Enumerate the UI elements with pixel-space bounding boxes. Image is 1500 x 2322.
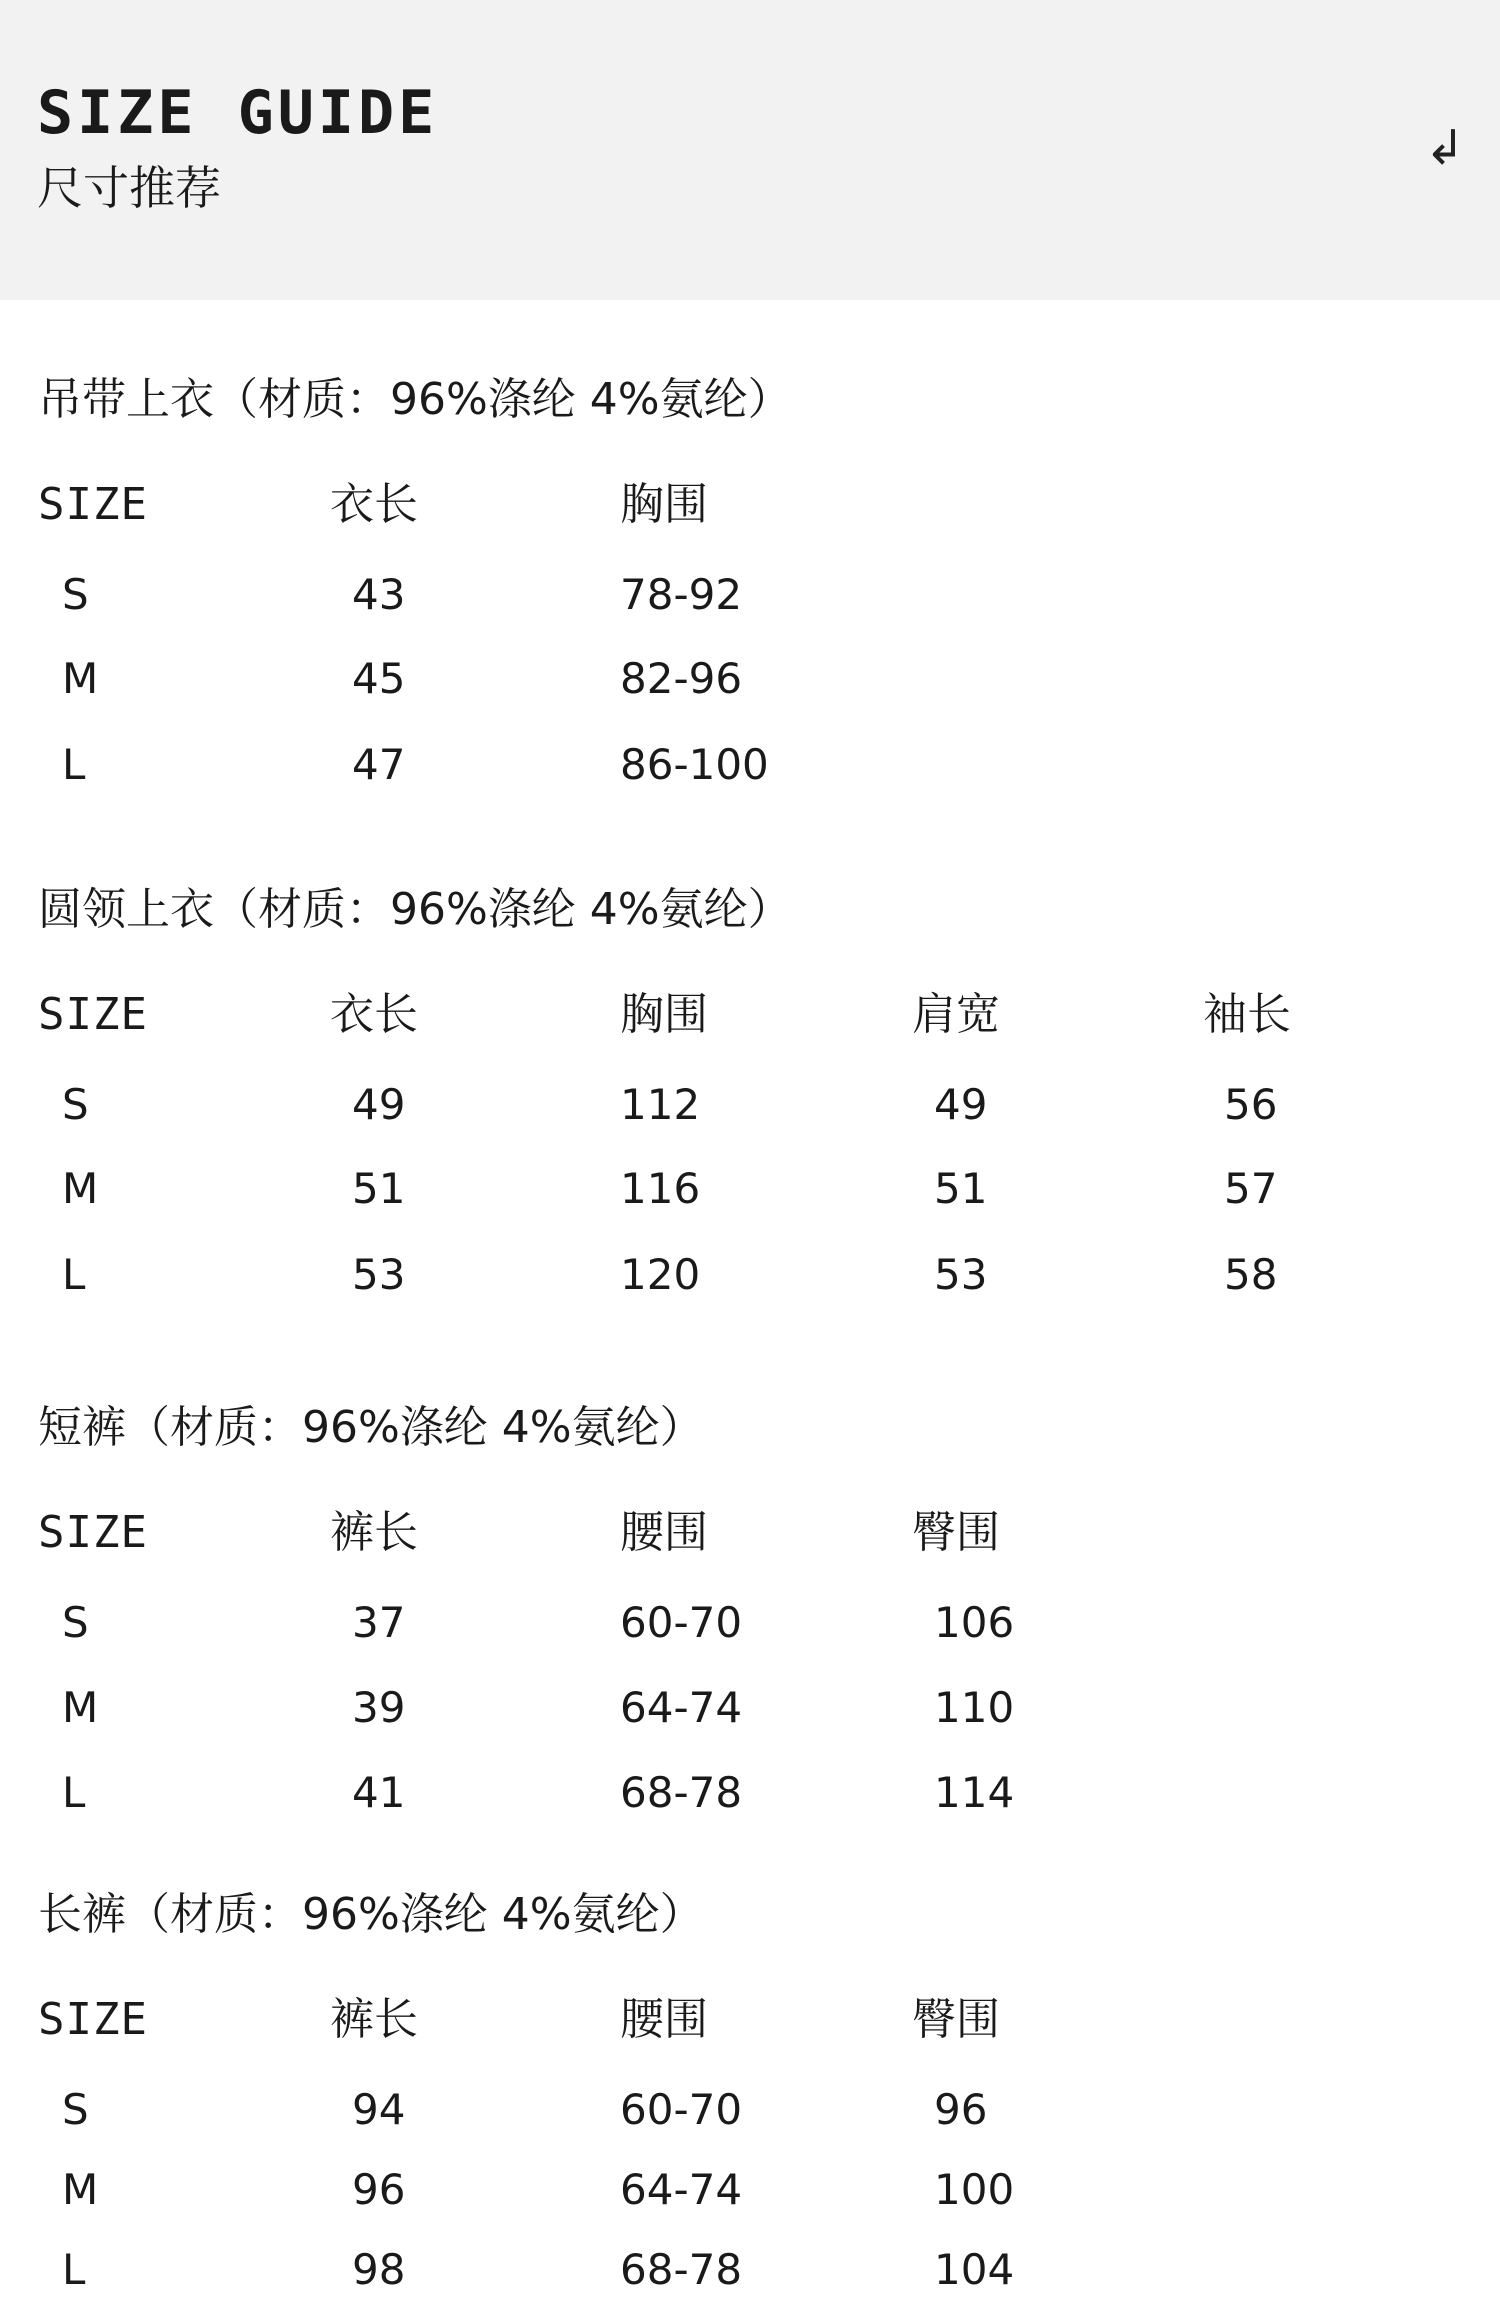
table-cell: 104 xyxy=(934,2245,1015,2294)
column-header: SIZE xyxy=(38,989,148,1040)
size-label: S xyxy=(62,2085,89,2134)
size-table-section xyxy=(0,1398,1500,1818)
section-title: 吊带上衣（材质：96%涤纶 4%氨纶） xyxy=(38,374,792,425)
size-label: L xyxy=(62,2245,86,2294)
size-label: M xyxy=(62,2165,99,2214)
table-cell: 94 xyxy=(352,2085,406,2134)
column-header: 胸围 xyxy=(620,479,708,530)
table-cell: 96 xyxy=(934,2085,988,2134)
size-label: L xyxy=(62,1250,86,1299)
return-arrow-icon[interactable]: ↲ xyxy=(1424,120,1466,176)
table-cell: 98 xyxy=(352,2245,406,2294)
table-cell: 41 xyxy=(352,1768,406,1817)
column-header: 袖长 xyxy=(1203,989,1291,1040)
section-title: 长裤（材质：96%涤纶 4%氨纶） xyxy=(38,1889,704,1940)
table-cell: 64-74 xyxy=(620,1683,743,1732)
column-header: 裤长 xyxy=(330,1507,418,1558)
table-cell: 96 xyxy=(352,2165,406,2214)
size-label: S xyxy=(62,1080,89,1129)
size-label: L xyxy=(62,740,86,789)
table-cell: 112 xyxy=(620,1080,701,1129)
column-header: 衣长 xyxy=(330,989,418,1040)
table-cell: 45 xyxy=(352,654,406,703)
table-cell: 114 xyxy=(934,1768,1015,1817)
header-banner xyxy=(0,0,1500,300)
table-cell: 37 xyxy=(352,1598,406,1647)
size-label: L xyxy=(62,1768,86,1817)
column-header: 肩宽 xyxy=(912,989,1000,1040)
size-label: S xyxy=(62,1598,89,1647)
table-cell: 116 xyxy=(620,1164,701,1213)
column-header: SIZE xyxy=(38,1994,148,2045)
column-header: 臀围 xyxy=(912,1994,1000,2045)
column-header: 腰围 xyxy=(620,1507,708,1558)
table-cell: 43 xyxy=(352,570,406,619)
size-label: M xyxy=(62,1683,99,1732)
table-cell: 49 xyxy=(352,1080,406,1129)
table-cell: 53 xyxy=(934,1250,988,1299)
column-header: 胸围 xyxy=(620,989,708,1040)
table-cell: 58 xyxy=(1224,1250,1278,1299)
table-cell: 82-96 xyxy=(620,654,743,703)
table-cell: 39 xyxy=(352,1683,406,1732)
table-cell: 110 xyxy=(934,1683,1015,1732)
size-table-section xyxy=(0,880,1500,1300)
column-header: 腰围 xyxy=(620,1994,708,2045)
table-cell: 68-78 xyxy=(620,1768,743,1817)
column-header: SIZE xyxy=(38,479,148,530)
table-cell: 57 xyxy=(1224,1164,1278,1213)
size-table-section xyxy=(0,1885,1500,2305)
column-header: 裤长 xyxy=(330,1994,418,2045)
table-cell: 86-100 xyxy=(620,740,769,789)
table-cell: 78-92 xyxy=(620,570,743,619)
table-cell: 68-78 xyxy=(620,2245,743,2294)
section-title: 短裤（材质：96%涤纶 4%氨纶） xyxy=(38,1402,704,1453)
table-cell: 53 xyxy=(352,1250,406,1299)
table-cell: 60-70 xyxy=(620,1598,743,1647)
table-cell: 60-70 xyxy=(620,2085,743,2134)
section-title: 圆领上衣（材质：96%涤纶 4%氨纶） xyxy=(38,884,792,935)
table-cell: 106 xyxy=(934,1598,1015,1647)
page-title: SIZE GUIDE xyxy=(37,78,439,148)
size-label: M xyxy=(62,654,99,703)
table-cell: 49 xyxy=(934,1080,988,1129)
table-cell: 100 xyxy=(934,2165,1015,2214)
table-cell: 51 xyxy=(352,1164,406,1213)
size-label: M xyxy=(62,1164,99,1213)
table-cell: 47 xyxy=(352,740,406,789)
size-table-section xyxy=(0,370,1500,790)
column-header: 臀围 xyxy=(912,1507,1000,1558)
column-header: SIZE xyxy=(38,1507,148,1558)
column-header: 衣长 xyxy=(330,479,418,530)
table-cell: 120 xyxy=(620,1250,701,1299)
page-subtitle: 尺寸推荐 xyxy=(37,161,221,215)
table-cell: 64-74 xyxy=(620,2165,743,2214)
table-cell: 51 xyxy=(934,1164,988,1213)
size-label: S xyxy=(62,570,89,619)
table-cell: 56 xyxy=(1224,1080,1278,1129)
